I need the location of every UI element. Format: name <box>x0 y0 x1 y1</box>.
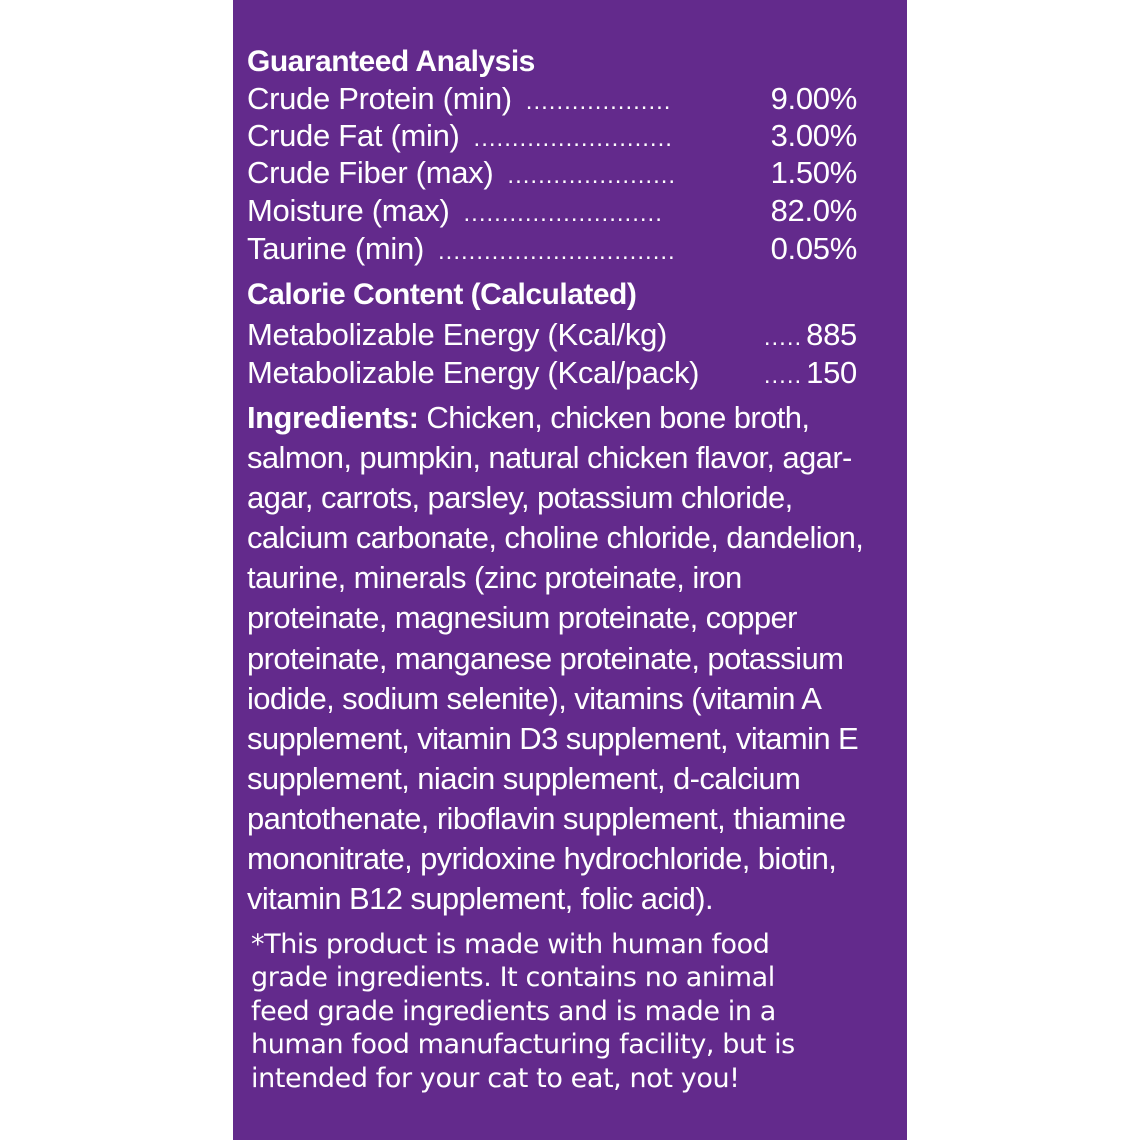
disclaimer-line: grade ingredients. It contains no animal <box>251 962 775 994</box>
analysis-row-crude-fat <box>247 117 857 155</box>
ingredients-line: supplement, vitamin D3 supplement, vitamin E <box>247 720 859 756</box>
disclaimer-block <box>251 928 901 1095</box>
leader-dots: ..... <box>763 362 803 389</box>
calorie-row-value: 885 <box>806 317 857 352</box>
analysis-row-moisture <box>247 192 857 230</box>
analysis-row-value: 82.0% <box>770 193 857 228</box>
disclaimer-line: feed grade ingredients and is made in a <box>251 995 776 1027</box>
disclaimer-line: *This product is made with human food <box>251 929 770 960</box>
leader-dots: .......................... <box>473 125 673 152</box>
analysis-row-label: Moisture (max) <box>247 193 450 228</box>
calorie-content-heading: Calorie Content (Calculated) <box>247 278 637 311</box>
ingredients-line: iodide, sodium selenite), vitamins (vitamin A <box>247 680 822 716</box>
ingredients-line: mononitrate, pyridoxine hydrochloride, biotin, <box>247 841 837 877</box>
calorie-row-kcal-kg <box>247 316 857 354</box>
analysis-row-label: Crude Protein (min) <box>247 81 512 116</box>
analysis-row-value: 3.00% <box>770 118 857 153</box>
leader-dots: ..... <box>763 324 803 351</box>
ingredients-line: vitamin B12 supplement, folic acid). <box>247 881 714 917</box>
leader-dots: ................... <box>525 88 672 115</box>
disclaimer-line: human food manufacturing facility, but is <box>251 1029 795 1061</box>
ingredients-line: salmon, pumpkin, natural chicken flavor, agar- <box>247 440 852 476</box>
ingredients-block <box>247 398 887 919</box>
analysis-row-label: Crude Fat (min) <box>247 118 460 153</box>
ingredients-line: proteinate, magnesium proteinate, copper <box>247 600 797 636</box>
calorie-row-label: Metabolizable Energy (Kcal/pack) <box>247 355 700 390</box>
ingredients-line <box>247 398 887 438</box>
ingredients-line: pantothenate, riboflavin supplement, thiamine <box>247 800 846 836</box>
calorie-row-value: 150 <box>806 355 857 390</box>
analysis-row-label: Taurine (min) <box>247 231 424 266</box>
analysis-row-value: 1.50% <box>770 155 857 190</box>
analysis-row-taurine <box>247 230 857 268</box>
ingredients-heading: Ingredients: <box>247 400 419 435</box>
calorie-row-label: Metabolizable Energy (Kcal/kg) <box>247 317 668 352</box>
ingredients-line: taurine, minerals (zinc proteinate, iron <box>247 560 742 596</box>
analysis-row-value: 0.05% <box>770 231 857 266</box>
analysis-row-crude-fiber <box>247 154 857 192</box>
leader-dots: .......................... <box>463 200 663 227</box>
ingredients-text: Chicken, chicken bone broth, <box>418 400 810 435</box>
guaranteed-analysis-heading: Guaranteed Analysis <box>247 45 535 78</box>
disclaimer-line: intended for your cat to eat, not you! <box>251 1062 740 1094</box>
leader-dots: ...................... <box>507 162 677 189</box>
ingredients-line: proteinate, manganese proteinate, potassium <box>247 640 844 676</box>
analysis-row-label: Crude Fiber (max) <box>247 155 494 190</box>
leader-dots: ............................... <box>437 238 676 265</box>
nutrition-label-panel <box>233 0 907 1140</box>
calorie-row-kcal-pack <box>247 354 857 392</box>
analysis-row-value: 9.00% <box>770 81 857 116</box>
ingredients-line: supplement, niacin supplement, d-calcium <box>247 760 801 796</box>
ingredients-line: agar, carrots, parsley, potassium chloride, <box>247 480 793 516</box>
ingredients-line: calcium carbonate, choline chloride, dandelion, <box>247 520 864 556</box>
analysis-row-crude-protein <box>247 80 857 118</box>
